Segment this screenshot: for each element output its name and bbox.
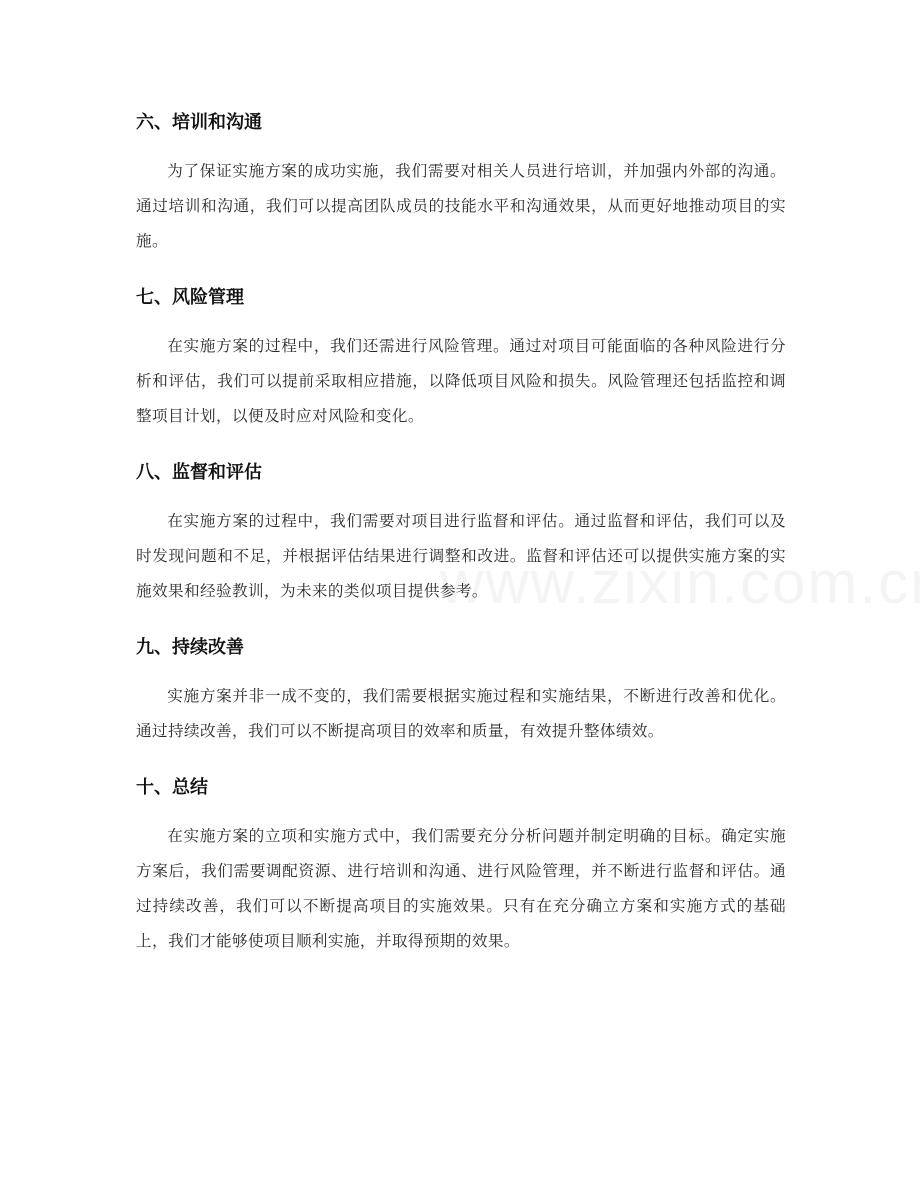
section-continuous-improvement [136,629,786,749]
section-heading: 八、监督和评估 [136,462,262,483]
section-supervision-evaluation [136,454,786,609]
section-training-communication [136,104,786,259]
section-heading: 九、持续改善 [136,637,244,658]
section-heading: 七、风险管理 [136,287,244,308]
section-risk-management [136,279,786,434]
section-paragraph: 在实施方案的立项和实施方式中，我们需要充分分析问题并制定明确的目标。确定实施方案后，我们需要调配资源、进行培训和沟通、进行风险管理，并不断进行监督和评估。通过持续改善，我们可以不断提高项目的实施效果。只有在充分确立方案和实施方式的基础上，我们才能够使项目顺利实施，并取得预期的效果。 [136,827,786,950]
section-paragraph: 在实施方案的过程中，我们需要对项目进行监督和评估。通过监督和评估，我们可以及时发现问题和不足，并根据评估结果进行调整和改进。监督和评估还可以提供实施方案的实施效果和经验教训，为未来的类似项目提供参考。 [136,512,786,600]
section-paragraph: 在实施方案的过程中，我们还需进行风险管理。通过对项目可能面临的各种风险进行分析和评估，我们可以提前采取相应措施，以降低项目风险和损失。风险管理还包括监控和调整项目计划，以便及时应对风险和变化。 [136,337,786,425]
section-heading: 十、总结 [136,777,208,798]
section-paragraph: 实施方案并非一成不变的，我们需要根据实施过程和实施结果，不断进行改善和优化。通过持续改善，我们可以不断提高项目的效率和质量，有效提升整体绩效。 [136,687,786,740]
section-paragraph: 为了保证实施方案的成功实施，我们需要对相关人员进行培训，并加强内外部的沟通。通过培训和沟通，我们可以提高团队成员的技能水平和沟通效果，从而更好地推动项目的实施。 [136,162,786,250]
section-heading: 六、培训和沟通 [136,112,262,133]
document-content [136,104,786,979]
section-summary [136,769,786,959]
